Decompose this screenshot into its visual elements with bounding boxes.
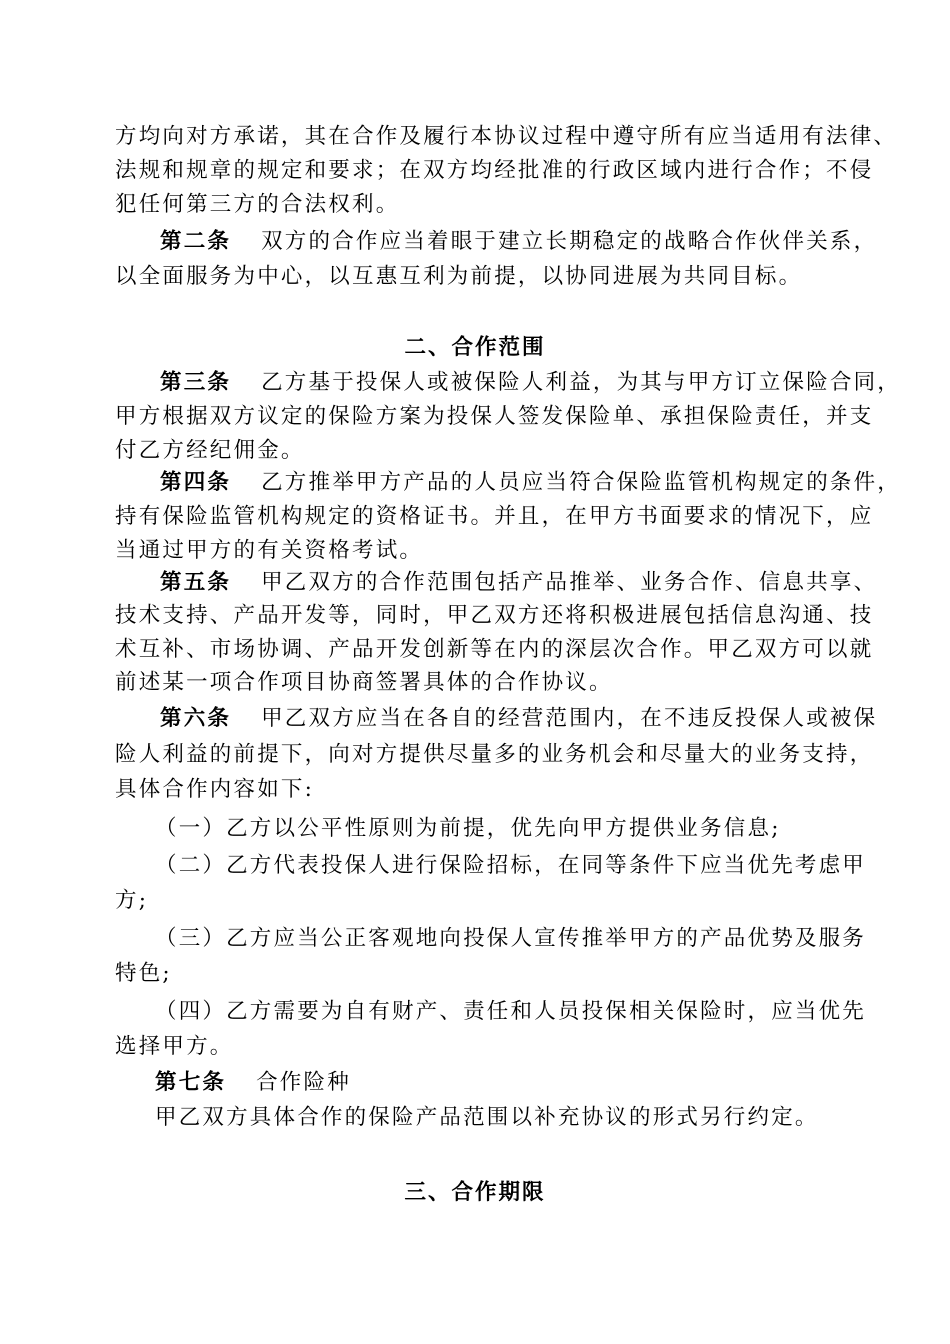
article-title: 第三条 — [160, 370, 232, 395]
list-item: （一）乙方以公平性原则为前提，优先向甲方提供业务信息; — [155, 816, 781, 841]
text-line: 法规和规章的规定和要求；在双方均经批准的行政区域内进行合作；不侵 — [115, 158, 874, 183]
article-title: 第二条 — [160, 229, 232, 254]
section-heading: 二、合作范围 — [404, 335, 546, 360]
text-line: 前述某一项合作项目协商签署具体的合作协议。 — [115, 670, 613, 695]
article-6 — [160, 704, 877, 734]
article-7 — [155, 1068, 351, 1098]
article-title: 第四条 — [160, 470, 232, 495]
article-title: 第七条 — [155, 1070, 227, 1095]
article-text: 甲乙双方应当在各自的经营范围内，在不违反投保人或被保 — [261, 706, 878, 731]
list-item: （三）乙方应当公正客观地向投保人宣传推举甲方的产品优势及服务 — [155, 926, 867, 951]
text-line: 具体合作内容如下: — [115, 777, 315, 802]
text-line: 犯任何第三方的合法权利。 — [115, 192, 400, 217]
article-3 — [160, 368, 901, 398]
article-2 — [160, 227, 877, 257]
text-line: 持有保险监管机构规定的资格证书。并且，在甲方书面要求的情况下，应 — [115, 504, 874, 529]
text-line: 以全面服务为中心，以互惠互利为前提，以协同进展为共同目标。 — [115, 264, 803, 289]
article-title: 第六条 — [160, 706, 232, 731]
text-line: 当通过甲方的有关资格考试。 — [115, 538, 424, 563]
article-text: 乙方推举甲方产品的人员应当符合保险监管机构规定的条件， — [261, 470, 902, 495]
list-item: （四）乙方需要为自有财产、责任和人员投保相关保险时，应当优先 — [155, 999, 867, 1024]
article-text: 合作险种 — [256, 1070, 351, 1095]
text-line: 术互补、市场协调、产品开发创新等在内的深层次合作。甲乙双方可以就 — [115, 637, 874, 662]
article-title: 第五条 — [160, 570, 232, 595]
text-line: 选择甲方。 — [115, 1034, 234, 1059]
text-line: 技术支持、产品开发等，同时，甲乙双方还将积极进展包括信息沟通、技 — [115, 603, 874, 628]
article-text: 双方的合作应当着眼于建立长期稳定的战略合作伙伴关系， — [261, 229, 878, 254]
section-heading: 三、合作期限 — [404, 1180, 546, 1205]
article-5 — [160, 568, 877, 598]
article-text: 甲乙双方的合作范围包括产品推举、业务合作、信息共享、 — [261, 570, 878, 595]
text-line: 付乙方经纪佣金。 — [115, 438, 305, 463]
text-line: 甲方根据双方议定的保险方案为投保人签发保险单、承担保险责任，并支 — [115, 404, 874, 429]
article-text: 乙方基于投保人或被保险人利益，为其与甲方订立保险合同， — [261, 370, 902, 395]
text-line: 方; — [115, 888, 149, 913]
text-line: 险人利益的前提下，向对方提供尽量多的业务机会和尽量大的业务支持， — [115, 742, 874, 767]
list-item: （二）乙方代表投保人进行保险招标，在同等条件下应当优先考虑甲 — [155, 853, 867, 878]
text-line: 甲乙双方具体合作的保险产品范围以补充协议的形式另行约定。 — [155, 1105, 819, 1130]
article-4 — [160, 468, 901, 498]
text-line: 特色; — [115, 961, 172, 986]
text-line: 方均向对方承诺，其在合作及履行本协议过程中遵守所有应当适用有法律、 — [115, 124, 898, 149]
